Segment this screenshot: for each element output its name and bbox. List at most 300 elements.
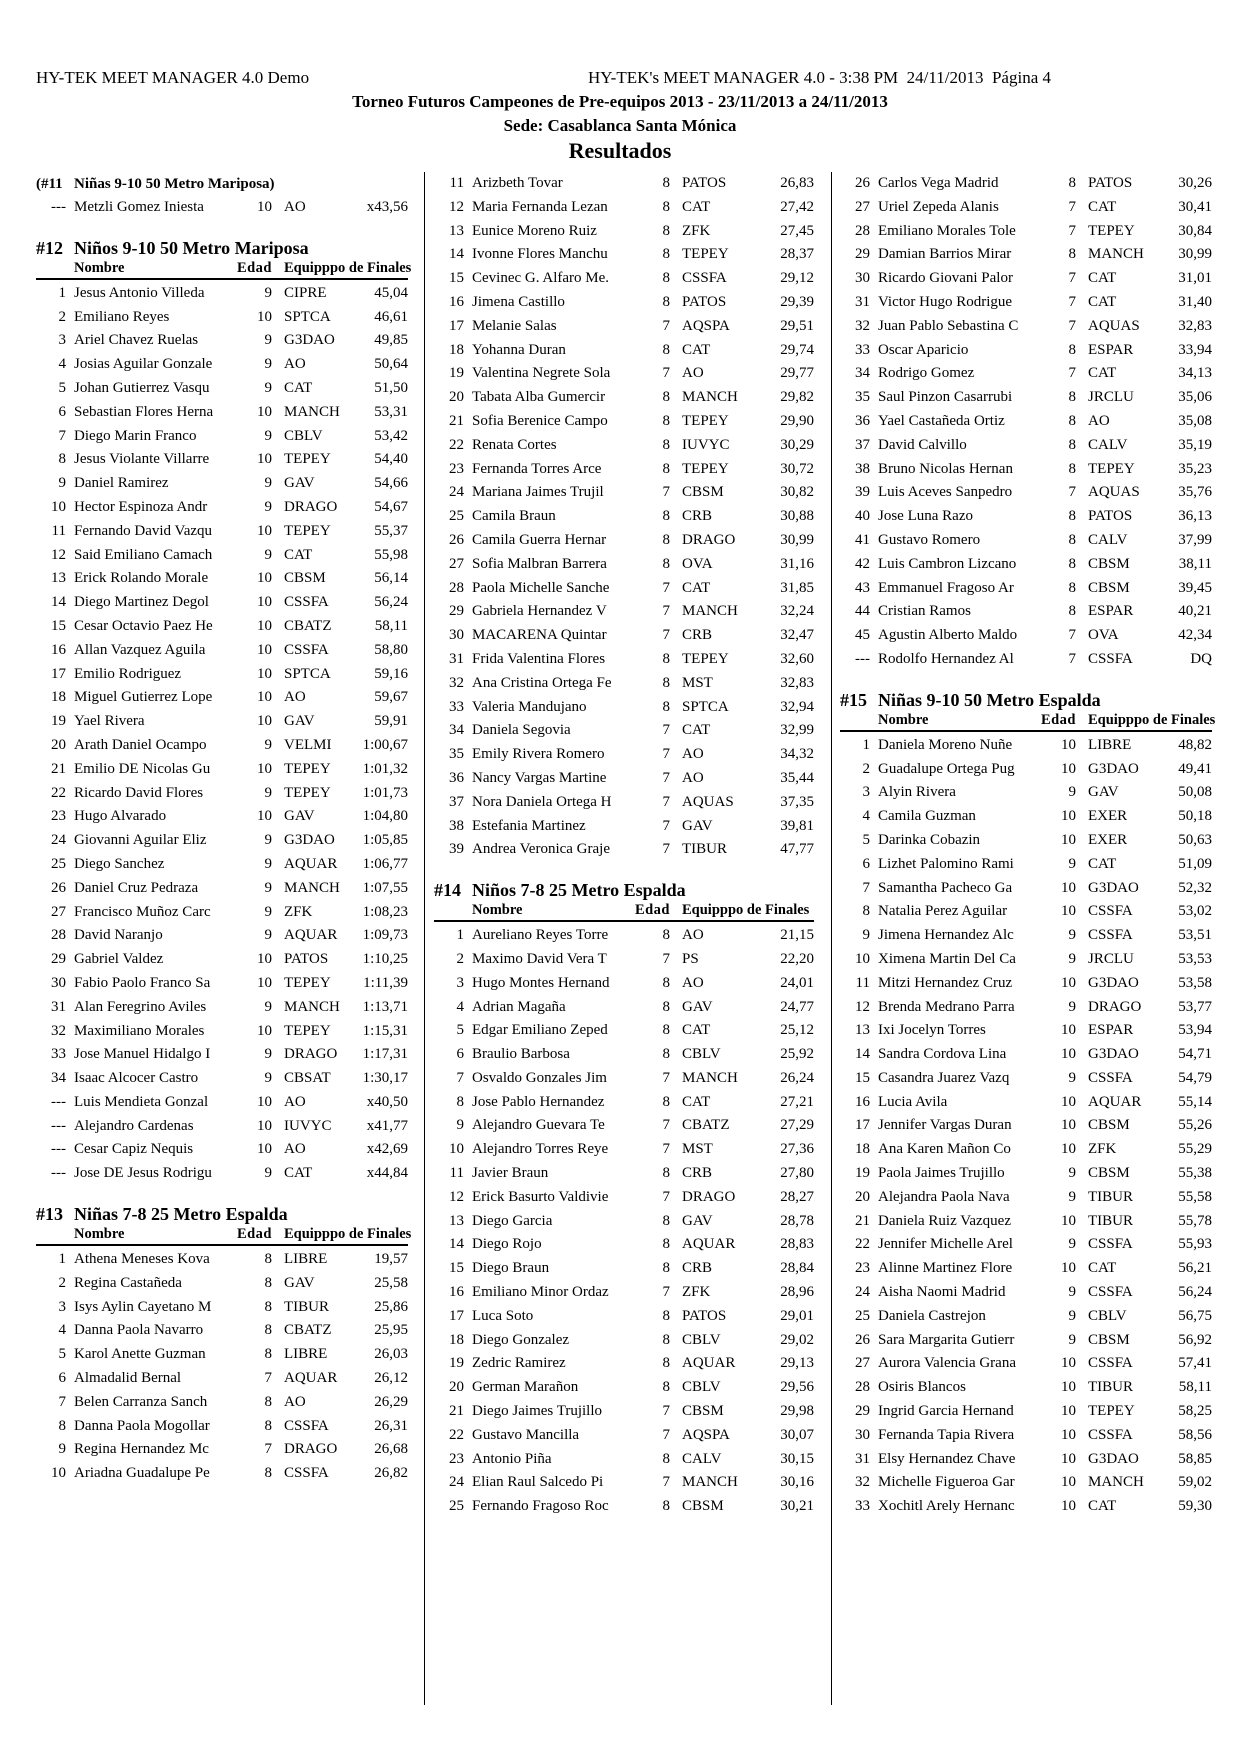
age-cell: 8 xyxy=(264,1274,272,1291)
place-cell: 28 xyxy=(51,927,66,944)
result-row xyxy=(434,243,814,267)
place-cell: 13 xyxy=(449,222,464,239)
result-row xyxy=(434,553,814,577)
age-cell: 10 xyxy=(1061,974,1076,991)
time-cell: 28,78 xyxy=(780,1212,814,1229)
swimmer-name: Francisco Muñoz Carc xyxy=(74,903,211,920)
team-cell: JRCLU xyxy=(1088,389,1134,406)
swimmer-name: Luca Soto xyxy=(472,1307,534,1324)
result-row xyxy=(36,1162,408,1186)
swimmer-name: Antonio Piña xyxy=(472,1450,552,1467)
swimmer-name: Fabio Paolo Franco Sa xyxy=(74,974,211,991)
place-cell: --- xyxy=(855,650,870,667)
team-cell: CBSM xyxy=(1088,1165,1130,1182)
age-cell: 8 xyxy=(662,974,670,991)
place-cell: 29 xyxy=(449,603,464,620)
time-cell: 30,41 xyxy=(1178,198,1212,215)
time-cell: 35,08 xyxy=(1178,412,1212,429)
place-cell: 17 xyxy=(449,317,464,334)
team-cell: AO xyxy=(682,746,704,763)
swimmer-name: Jose DE Jesus Rodrigu xyxy=(74,1165,212,1182)
time-cell: 26,82 xyxy=(374,1465,408,1482)
team-cell: ESPAR xyxy=(1088,341,1134,358)
result-row xyxy=(840,1471,1212,1495)
age-cell: 9 xyxy=(1068,1236,1076,1253)
place-cell: 11 xyxy=(449,175,464,191)
place-cell: 6 xyxy=(58,403,66,420)
result-row xyxy=(434,972,814,996)
team-cell: GAV xyxy=(682,1212,713,1229)
age-cell: 8 xyxy=(662,1307,670,1324)
result-row xyxy=(434,996,814,1020)
time-cell: 55,37 xyxy=(374,522,408,539)
swimmer-name: Yael Rivera xyxy=(74,713,145,730)
result-row xyxy=(434,1495,814,1519)
place-cell: 26 xyxy=(51,879,66,896)
result-row xyxy=(840,434,1212,458)
swimmer-name: Fernando Fragoso Roc xyxy=(472,1498,609,1515)
time-cell: 1:05,85 xyxy=(362,832,408,849)
swimmer-name: Jimena Hernandez Alc xyxy=(878,927,1014,944)
swimmer-name: Mitzi Hernandez Cruz xyxy=(878,974,1013,991)
result-row xyxy=(36,591,408,615)
swimmer-name: Samantha Pacheco Ga xyxy=(878,879,1013,896)
swimmer-name: Damian Barrios Mirar xyxy=(878,246,1012,263)
team-cell: G3DAO xyxy=(1088,760,1139,777)
result-row xyxy=(36,1319,408,1343)
result-row xyxy=(840,220,1212,244)
age-cell: 7 xyxy=(662,317,670,334)
place-cell: 25 xyxy=(449,508,464,525)
column-3 xyxy=(840,172,1216,1519)
team-cell: SPTCA xyxy=(284,665,331,682)
swimmer-name: Regina Castañeda xyxy=(74,1274,182,1291)
swimmer-name: Mariana Jaimes Trujil xyxy=(472,484,604,501)
place-cell: 21 xyxy=(449,1403,464,1420)
team-cell: AO xyxy=(682,365,704,382)
result-row xyxy=(434,481,814,505)
team-cell: TEPEY xyxy=(682,460,729,477)
place-cell: 16 xyxy=(449,1284,464,1301)
result-row xyxy=(840,948,1212,972)
age-cell: 8 xyxy=(1068,389,1076,406)
place-cell: 26 xyxy=(855,1331,870,1348)
result-row xyxy=(434,743,814,767)
result-row xyxy=(36,1272,408,1296)
age-cell: 10 xyxy=(1061,808,1076,825)
place-cell: 27 xyxy=(51,903,66,920)
age-cell: 8 xyxy=(662,1498,670,1515)
result-row xyxy=(36,996,408,1020)
place-cell: 5 xyxy=(58,379,66,396)
swimmer-name: Nora Daniela Ortega H xyxy=(472,793,612,810)
age-cell: 7 xyxy=(662,579,670,596)
swimmer-name: Darinka Cobazin xyxy=(878,831,981,848)
age-cell: 7 xyxy=(662,769,670,786)
team-cell: JRCLU xyxy=(1088,950,1134,967)
result-row xyxy=(434,1281,814,1305)
place-cell: 43 xyxy=(855,579,870,596)
time-cell: 58,56 xyxy=(1178,1426,1212,1443)
result-row xyxy=(840,172,1212,196)
place-cell: 4 xyxy=(58,1322,66,1339)
time-cell: 1:01,32 xyxy=(362,760,408,777)
swimmer-name: Valentina Negrete Sola xyxy=(472,365,611,382)
team-cell: TIBUR xyxy=(1088,1212,1133,1229)
team-cell: CBLV xyxy=(284,427,323,444)
place-cell: 9 xyxy=(456,1117,464,1134)
age-cell: 10 xyxy=(1061,1355,1076,1372)
place-cell: 36 xyxy=(855,412,870,429)
team-cell: CAT xyxy=(682,1022,711,1039)
place-cell: 39 xyxy=(449,841,464,858)
swimmer-name: Arizbeth Tovar xyxy=(472,175,563,191)
place-cell: 19 xyxy=(855,1165,870,1182)
team-cell: MANCH xyxy=(284,403,340,420)
swimmer-name: Agustin Alberto Maldo xyxy=(878,627,1018,644)
time-cell: 30,26 xyxy=(1178,175,1212,191)
time-cell: 51,50 xyxy=(374,379,408,396)
swimmer-name: Ixi Jocelyn Torres xyxy=(878,1022,986,1039)
age-cell: 9 xyxy=(264,356,272,373)
age-cell: 9 xyxy=(264,784,272,801)
result-row xyxy=(434,529,814,553)
time-cell: 30,84 xyxy=(1178,222,1212,239)
time-cell: 1:30,17 xyxy=(362,1070,408,1087)
result-row xyxy=(434,1186,814,1210)
age-cell: 7 xyxy=(662,1069,670,1086)
result-row xyxy=(36,401,408,425)
result-row xyxy=(36,758,408,782)
time-cell: 24,77 xyxy=(780,998,814,1015)
result-row xyxy=(840,1091,1212,1115)
result-row xyxy=(434,948,814,972)
time-cell: 27,21 xyxy=(780,1093,814,1110)
result-row xyxy=(840,1162,1212,1186)
age-cell: 8 xyxy=(662,1212,670,1229)
place-cell: 23 xyxy=(449,1450,464,1467)
place-cell: 31 xyxy=(855,293,870,310)
place-cell: 11 xyxy=(51,522,66,539)
event-title: (#11 Niñas 9-10 50 Metro Mariposa) xyxy=(36,176,275,192)
result-row xyxy=(840,410,1212,434)
result-row xyxy=(840,600,1212,624)
place-cell: 1 xyxy=(58,1251,66,1268)
swimmer-name: Valeria Mandujano xyxy=(472,698,587,715)
swimmer-name: Frida Valentina Flores xyxy=(472,650,606,667)
time-cell: 36,13 xyxy=(1178,508,1212,525)
age-cell: 8 xyxy=(1068,531,1076,548)
result-row xyxy=(840,553,1212,577)
swimmer-name: Paola Jaimes Trujillo xyxy=(878,1165,1005,1182)
result-row xyxy=(434,815,814,839)
place-cell: 23 xyxy=(51,808,66,825)
team-cell: CSSFA xyxy=(1088,1355,1133,1372)
team-cell: VELMI xyxy=(284,736,332,753)
place-cell: 23 xyxy=(449,460,464,477)
age-cell: 8 xyxy=(264,1298,272,1315)
age-cell: 10 xyxy=(257,1141,272,1158)
place-cell: 27 xyxy=(855,198,870,215)
swimmer-name: Athena Meneses Kova xyxy=(74,1251,210,1268)
result-row xyxy=(434,458,814,482)
swimmer-name: Aurora Valencia Grana xyxy=(878,1355,1016,1372)
time-cell: 34,32 xyxy=(780,746,814,763)
time-cell: 57,41 xyxy=(1178,1355,1212,1372)
time-cell: 59,67 xyxy=(374,689,408,706)
result-row xyxy=(840,758,1212,782)
place-cell: 7 xyxy=(58,1393,66,1410)
age-cell: 7 xyxy=(662,1474,670,1491)
place-cell: 9 xyxy=(58,1441,66,1458)
swimmer-name: Rodolfo Hernandez Al xyxy=(878,650,1014,667)
place-cell: 4 xyxy=(456,998,464,1015)
place-cell: 34 xyxy=(855,365,870,382)
place-cell: 24 xyxy=(51,832,66,849)
age-cell: 8 xyxy=(662,1355,670,1372)
swimmer-name: Hector Espinoza Andr xyxy=(74,498,208,515)
team-cell: CSSFA xyxy=(1088,903,1133,920)
place-cell: 1 xyxy=(58,284,66,301)
time-cell: 1:11,39 xyxy=(363,974,408,991)
result-row xyxy=(36,1091,408,1115)
result-row xyxy=(434,1305,814,1329)
time-cell: 40,21 xyxy=(1178,603,1212,620)
age-cell: 9 xyxy=(1068,1307,1076,1324)
swimmer-name: Arath Daniel Ocampo xyxy=(74,736,207,753)
result-row xyxy=(36,924,408,948)
swimmer-name: Jesus Violante Villarre xyxy=(74,451,210,468)
place-cell: 19 xyxy=(449,365,464,382)
team-cell: TEPEY xyxy=(682,650,729,667)
time-cell: 1:15,31 xyxy=(362,1022,408,1039)
swimmer-name: Cesar Capiz Nequis xyxy=(74,1141,194,1158)
swimmer-name: Karol Anette Guzman xyxy=(74,1346,206,1363)
result-row xyxy=(840,1186,1212,1210)
age-cell: 10 xyxy=(257,199,272,215)
swimmer-name: Renata Cortes xyxy=(472,436,557,453)
swimmer-name: Luis Aceves Sanpedro xyxy=(878,484,1013,501)
result-row xyxy=(36,901,408,925)
result-row xyxy=(36,805,408,829)
team-cell: CAT xyxy=(1088,365,1117,382)
team-cell: CSSFA xyxy=(284,1417,329,1434)
event-title: #14 Niños 7-8 25 Metro Espalda xyxy=(434,880,686,901)
result-row xyxy=(434,1162,814,1186)
result-row xyxy=(36,1115,408,1139)
team-cell: ZFK xyxy=(682,222,711,239)
team-cell: MANCH xyxy=(682,389,738,406)
team-cell: PATOS xyxy=(1088,175,1133,191)
swimmer-name: Sebastian Flores Herna xyxy=(74,403,214,420)
time-cell: 55,93 xyxy=(1178,1236,1212,1253)
age-cell: 10 xyxy=(257,665,272,682)
age-cell: 10 xyxy=(1061,1046,1076,1063)
team-cell: CSSFA xyxy=(1088,1426,1133,1443)
result-row xyxy=(840,1067,1212,1091)
swimmer-name: Zedric Ramirez xyxy=(472,1355,566,1372)
team-cell: ESPAR xyxy=(1088,1022,1134,1039)
place-cell: 19 xyxy=(449,1355,464,1372)
age-cell: 9 xyxy=(1068,1069,1076,1086)
table-header: Nombre Edad Equipppo de Finales xyxy=(36,1226,408,1246)
result-row xyxy=(434,291,814,315)
swimmer-name: Lizhet Palomino Rami xyxy=(878,855,1014,872)
team-cell: TEPEY xyxy=(284,522,331,539)
team-cell: AO xyxy=(1088,412,1110,429)
place-cell: 7 xyxy=(456,1069,464,1086)
age-cell: 9 xyxy=(1068,1284,1076,1301)
time-cell: 29,12 xyxy=(780,270,814,287)
age-cell: 7 xyxy=(662,484,670,501)
swimmer-name: Diego Rojo xyxy=(472,1236,542,1253)
age-cell: 10 xyxy=(1061,903,1076,920)
team-cell: AQUAS xyxy=(1088,484,1140,501)
age-cell: 9 xyxy=(1068,1188,1076,1205)
result-row xyxy=(36,734,408,758)
team-cell: CBLV xyxy=(682,1046,721,1063)
result-row xyxy=(434,1114,814,1138)
time-cell: 27,29 xyxy=(780,1117,814,1134)
result-row xyxy=(840,243,1212,267)
age-cell: 7 xyxy=(662,1188,670,1205)
team-cell: CSSFA xyxy=(682,270,727,287)
place-cell: 9 xyxy=(58,475,66,492)
team-cell: MANCH xyxy=(1088,1474,1144,1491)
team-cell: AQUAR xyxy=(1088,1093,1142,1110)
place-cell: 17 xyxy=(51,665,66,682)
age-cell: 9 xyxy=(264,379,272,396)
place-cell: 22 xyxy=(51,784,66,801)
team-cell: CAT xyxy=(1088,198,1117,215)
place-cell: 2 xyxy=(456,950,464,967)
age-cell: 7 xyxy=(1068,270,1076,287)
time-cell: 56,75 xyxy=(1178,1307,1212,1324)
time-cell: 25,95 xyxy=(374,1322,408,1339)
swimmer-name: Camila Guzman xyxy=(878,808,976,825)
team-cell: AQUAR xyxy=(682,1236,736,1253)
result-row xyxy=(36,1343,408,1367)
age-cell: 8 xyxy=(1068,175,1076,191)
team-cell: IUVYC xyxy=(284,1117,332,1134)
time-cell: 26,68 xyxy=(374,1441,408,1458)
time-cell: 56,24 xyxy=(1178,1284,1212,1301)
place-cell: 12 xyxy=(51,546,66,563)
result-row xyxy=(36,520,408,544)
time-cell: 55,58 xyxy=(1178,1188,1212,1205)
swimmer-name: Ana Cristina Ortega Fe xyxy=(472,674,612,691)
result-row xyxy=(840,1210,1212,1234)
age-cell: 8 xyxy=(662,674,670,691)
result-row xyxy=(840,829,1212,853)
place-cell: 30 xyxy=(855,1426,870,1443)
swimmer-name: Cesar Octavio Paez He xyxy=(74,617,213,634)
age-cell: 8 xyxy=(662,436,670,453)
result-row xyxy=(840,386,1212,410)
results-list xyxy=(36,282,408,1186)
place-cell: 24 xyxy=(449,484,464,501)
age-cell: 10 xyxy=(1061,1093,1076,1110)
swimmer-name: Gustavo Mancilla xyxy=(472,1426,580,1443)
place-cell: 24 xyxy=(449,1474,464,1491)
swimmer-name: Emiliano Minor Ordaz xyxy=(472,1284,609,1301)
table-header: Nombre Edad Equipppo de Finales xyxy=(840,712,1212,732)
time-cell: 50,64 xyxy=(374,356,408,373)
team-cell: AO xyxy=(284,356,306,373)
result-row xyxy=(434,196,814,220)
result-row xyxy=(434,1138,814,1162)
result-row xyxy=(840,1019,1212,1043)
results-list xyxy=(840,172,1212,672)
result-row xyxy=(840,1138,1212,1162)
team-cell: CSSFA xyxy=(1088,1236,1133,1253)
swimmer-name: Emilio Rodriguez xyxy=(74,665,182,682)
place-cell: 35 xyxy=(449,746,464,763)
time-cell: 37,35 xyxy=(780,793,814,810)
age-cell: 8 xyxy=(662,650,670,667)
time-cell: 19,57 xyxy=(374,1251,408,1268)
result-row xyxy=(36,877,408,901)
time-cell: 56,21 xyxy=(1178,1260,1212,1277)
swimmer-name: Diego Jaimes Trujillo xyxy=(472,1403,603,1420)
time-cell: 30,16 xyxy=(780,1474,814,1491)
place-cell: 11 xyxy=(449,1165,464,1182)
swimmer-name: Ricardo Giovani Palor xyxy=(878,270,1013,287)
team-cell: CBSM xyxy=(1088,555,1130,572)
place-cell: 18 xyxy=(449,1331,464,1348)
time-cell: 59,91 xyxy=(374,713,408,730)
swimmer-name: Jesus Antonio Villeda xyxy=(74,284,205,301)
swimmer-name: Alejandro Guevara Te xyxy=(472,1117,605,1134)
result-row xyxy=(36,972,408,996)
result-row xyxy=(434,1019,814,1043)
team-cell: AO xyxy=(284,199,306,215)
team-cell: ZFK xyxy=(284,903,313,920)
place-cell: 32 xyxy=(855,1474,870,1491)
team-cell: CSSFA xyxy=(1088,1284,1133,1301)
time-cell: 34,13 xyxy=(1178,365,1212,382)
time-cell: 33,94 xyxy=(1178,341,1212,358)
result-row xyxy=(434,1067,814,1091)
team-cell: CBLV xyxy=(1088,1307,1127,1324)
result-row xyxy=(36,1020,408,1044)
swimmer-name: Paola Michelle Sanche xyxy=(472,579,610,596)
place-cell: 44 xyxy=(855,603,870,620)
time-cell: 28,96 xyxy=(780,1284,814,1301)
age-cell: 8 xyxy=(1068,508,1076,525)
swimmer-name: Allan Vazquez Aguila xyxy=(74,641,206,658)
team-cell: DRAGO xyxy=(284,498,338,515)
place-cell: --- xyxy=(51,199,66,215)
place-cell: 33 xyxy=(449,698,464,715)
place-cell: 19 xyxy=(51,713,66,730)
result-row xyxy=(840,339,1212,363)
table-header: Nombre Edad Equipppo de Finales xyxy=(36,260,408,280)
place-cell: 15 xyxy=(449,270,464,287)
time-cell: 53,53 xyxy=(1178,950,1212,967)
swimmer-name: Elian Raul Salcedo Pi xyxy=(472,1474,604,1491)
team-cell: GAV xyxy=(1088,784,1119,801)
swimmer-name: Lucia Avila xyxy=(878,1093,948,1110)
swimmer-name: Oscar Aparicio xyxy=(878,341,969,358)
age-cell: 8 xyxy=(662,246,670,263)
place-cell: 32 xyxy=(51,1022,66,1039)
age-cell: 8 xyxy=(662,198,670,215)
age-cell: 7 xyxy=(1068,293,1076,310)
time-cell: 50,08 xyxy=(1178,784,1212,801)
swimmer-name: Estefania Martinez xyxy=(472,817,586,834)
time-cell: 1:07,55 xyxy=(362,879,408,896)
